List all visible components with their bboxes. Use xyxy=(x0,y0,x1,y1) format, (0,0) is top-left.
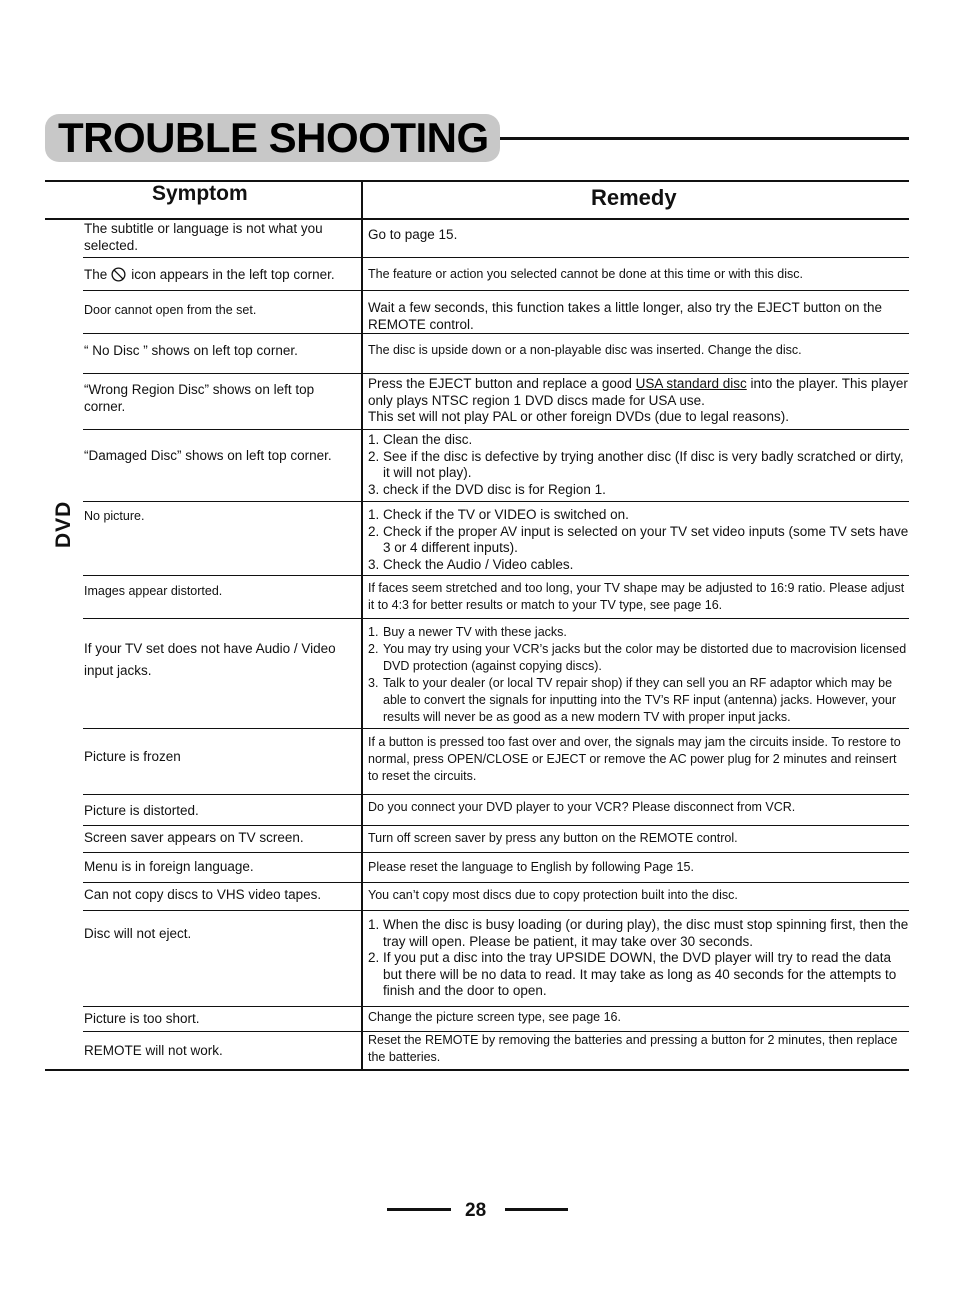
remedy-cell: The disc is upside down or a non-playable disc was inserted. Change the disc. xyxy=(368,343,802,357)
symptom-cell: Images appear distorted. xyxy=(84,584,223,598)
remedy-cell: Reset the REMOTE by removing the batteries and pressing a button for 2 minutes, then replace the batteries. xyxy=(368,1033,898,1064)
table-row xyxy=(45,1032,909,1071)
symptom-cell: Door cannot open from the set. xyxy=(84,303,257,317)
remedy-cell: Please reset the language to English by following Page 15. xyxy=(368,860,694,874)
list-number: 3. xyxy=(368,676,379,690)
table-row xyxy=(83,729,909,795)
symptom-cell: “Damaged Disc” shows on left top corner. xyxy=(84,448,332,463)
table-row xyxy=(83,502,909,576)
table-row xyxy=(83,334,909,374)
list-item xyxy=(368,449,909,482)
remedy-cell: If faces seem stretched and too long, your TV shape may be adjusted to 16:9 ratio. Please adjust it to 4:3 for better results or match to your TV type, see page 16. xyxy=(368,581,905,612)
header-symptom: Symptom xyxy=(152,182,248,205)
list-text: When the disc is busy loading (or during play), the disc must stop spinning first, then the tray will open. Please be patient, it may take over 30 seconds. xyxy=(383,917,909,949)
remedy-cell: If a button is pressed too fast over and over, the signals may jam the circuits inside. To restore to normal, press OPEN/CLOSE or EJECT or remove the AC power plug for 2 minutes and reinsert to reset the circuits. xyxy=(368,735,901,783)
symptom-cell: No picture. xyxy=(84,509,145,523)
symptom-cell: Menu is in foreign language. xyxy=(84,859,254,874)
list-text: check if the DVD disc is for Region 1. xyxy=(383,481,606,497)
symptom-cell: Disc will not eject. xyxy=(84,926,192,941)
list-item xyxy=(368,950,909,1000)
table-row xyxy=(83,258,909,291)
table-row xyxy=(83,826,909,853)
list-number: 1. xyxy=(368,625,379,639)
remedy-cell: Change the picture screen type, see page 16. xyxy=(368,1010,621,1024)
page-number-rule-right xyxy=(505,1208,568,1211)
list-item xyxy=(368,507,909,524)
list-item xyxy=(368,432,909,449)
remedy-text: This set will not play PAL or other foreign DVDs (due to legal reasons). xyxy=(368,409,789,424)
list-text: Talk to your dealer (or local TV repair shop) if they can sell you an RF adaptor which may be able to convert the signals for inputting into the TV’s RF input (antenna) jacks. However, your results will never be as good as a new modern TV with proper input jacks. xyxy=(383,676,897,724)
list-number: 1. xyxy=(368,507,380,522)
list-item xyxy=(368,624,909,641)
list-item xyxy=(368,482,909,499)
list-text: Clean the disc. xyxy=(383,432,473,447)
list-number: 1. xyxy=(368,917,380,932)
list-item xyxy=(368,641,909,675)
dvd-section-label: DVD xyxy=(52,500,75,548)
remedy-cell: Turn off screen saver by press any button on the REMOTE control. xyxy=(368,831,738,845)
list-text: Check if the TV or VIDEO is switched on. xyxy=(383,507,629,522)
list-number: 2. xyxy=(368,642,379,656)
remedy-cell xyxy=(368,432,909,498)
list-text: Check if the proper AV input is selected on your TV set video inputs (some TV sets have 3 or 4 different inputs). xyxy=(383,523,909,555)
remedy-list xyxy=(368,432,909,498)
list-item xyxy=(368,917,909,950)
prohibited-icon xyxy=(111,267,126,282)
header-remedy: Remedy xyxy=(591,185,677,210)
list-item xyxy=(368,524,909,557)
symptom-text: The xyxy=(84,267,108,282)
symptom-text: icon appears in the left top corner. xyxy=(131,267,335,282)
list-text: Check the Audio / Video cables. xyxy=(383,556,574,572)
remedy-text: into the player. This player only plays NTSC region 1 DVD discs made for USA use. xyxy=(368,376,908,408)
symptom-cell: Picture is distorted. xyxy=(84,803,199,818)
symptom-cell: Picture is frozen xyxy=(84,749,181,764)
remedy-text: Press the EJECT button and replace a good xyxy=(368,376,636,391)
remedy-cell xyxy=(368,507,909,573)
remedy-cell xyxy=(368,917,909,1000)
symptom-cell: REMOTE will not work. xyxy=(84,1043,223,1058)
remedy-cell: Wait a few seconds, this function takes a little longer, also try the EJECT button on the REMOTE control. xyxy=(368,300,883,332)
list-text: Buy a newer TV with these jacks. xyxy=(383,625,567,639)
table-row xyxy=(83,374,909,430)
symptom-cell: Can not copy discs to VHS video tapes. xyxy=(84,887,322,902)
list-text: You may try using your VCR’s jacks but the color may be distorted due to macrovision licensed DVD protection (against copying discs). xyxy=(383,642,907,673)
list-number: 2. xyxy=(368,523,380,539)
table-row xyxy=(83,883,909,911)
table-row xyxy=(83,853,909,883)
list-number: 3. xyxy=(368,556,380,572)
remedy-list xyxy=(368,624,909,726)
symptom-cell: The subtitle or language is not what you selected. xyxy=(84,221,323,253)
list-number: 2. xyxy=(368,950,380,965)
page-number-rule-left xyxy=(387,1208,451,1211)
table-row xyxy=(83,430,909,502)
symptom-cell: Picture is too short. xyxy=(84,1011,200,1026)
symptom-cell: “Wrong Region Disc” shows on left top corner. xyxy=(84,382,315,414)
table-row xyxy=(83,216,909,258)
remedy-cell xyxy=(368,376,909,426)
remedy-cell: The feature or action you selected cannot be done at this time or with this disc. xyxy=(368,267,803,281)
page-number: 28 xyxy=(465,1200,487,1221)
symptom-cell: If your TV set does not have Audio / Video input jacks. xyxy=(84,641,336,678)
symptom-cell: Screen saver appears on TV screen. xyxy=(84,830,304,845)
table-row xyxy=(83,1007,909,1032)
usa-standard-disc-text: USA standard disc xyxy=(635,376,747,391)
list-item xyxy=(368,557,909,574)
list-text: See if the disc is defective by trying another disc (If disc is very badly scratched or dirty, it will not play). xyxy=(383,448,904,480)
symptom-cell: “ No Disc ” shows on left top corner. xyxy=(84,343,298,358)
remedy-list xyxy=(368,507,909,573)
table-row xyxy=(83,795,909,826)
list-item xyxy=(368,675,909,726)
table-row xyxy=(83,576,909,619)
table-row xyxy=(83,911,909,1007)
remedy-cell: You can’t copy most discs due to copy protection built into the disc. xyxy=(368,888,738,902)
remedy-cell: Go to page 15. xyxy=(368,227,458,242)
list-number: 3. xyxy=(368,481,380,497)
symptom-cell xyxy=(84,267,354,284)
table-row xyxy=(83,291,909,334)
list-number: 2. xyxy=(368,448,380,464)
remedy-cell xyxy=(368,624,909,726)
table-row xyxy=(83,619,909,729)
remedy-cell: Do you connect your DVD player to your VCR? Please disconnect from VCR. xyxy=(368,800,796,814)
remedy-list xyxy=(368,917,909,1000)
table-header xyxy=(45,180,909,220)
page-title: TROUBLE SHOOTING xyxy=(58,114,489,161)
list-number: 1. xyxy=(368,432,380,447)
list-text: If you put a disc into the tray UPSIDE DOWN, the DVD player will try to read the data but there will be no data to read. It may take as long as 40 seconds for the attempts to finish and the door to open. xyxy=(383,950,897,998)
title-rule xyxy=(500,137,909,140)
